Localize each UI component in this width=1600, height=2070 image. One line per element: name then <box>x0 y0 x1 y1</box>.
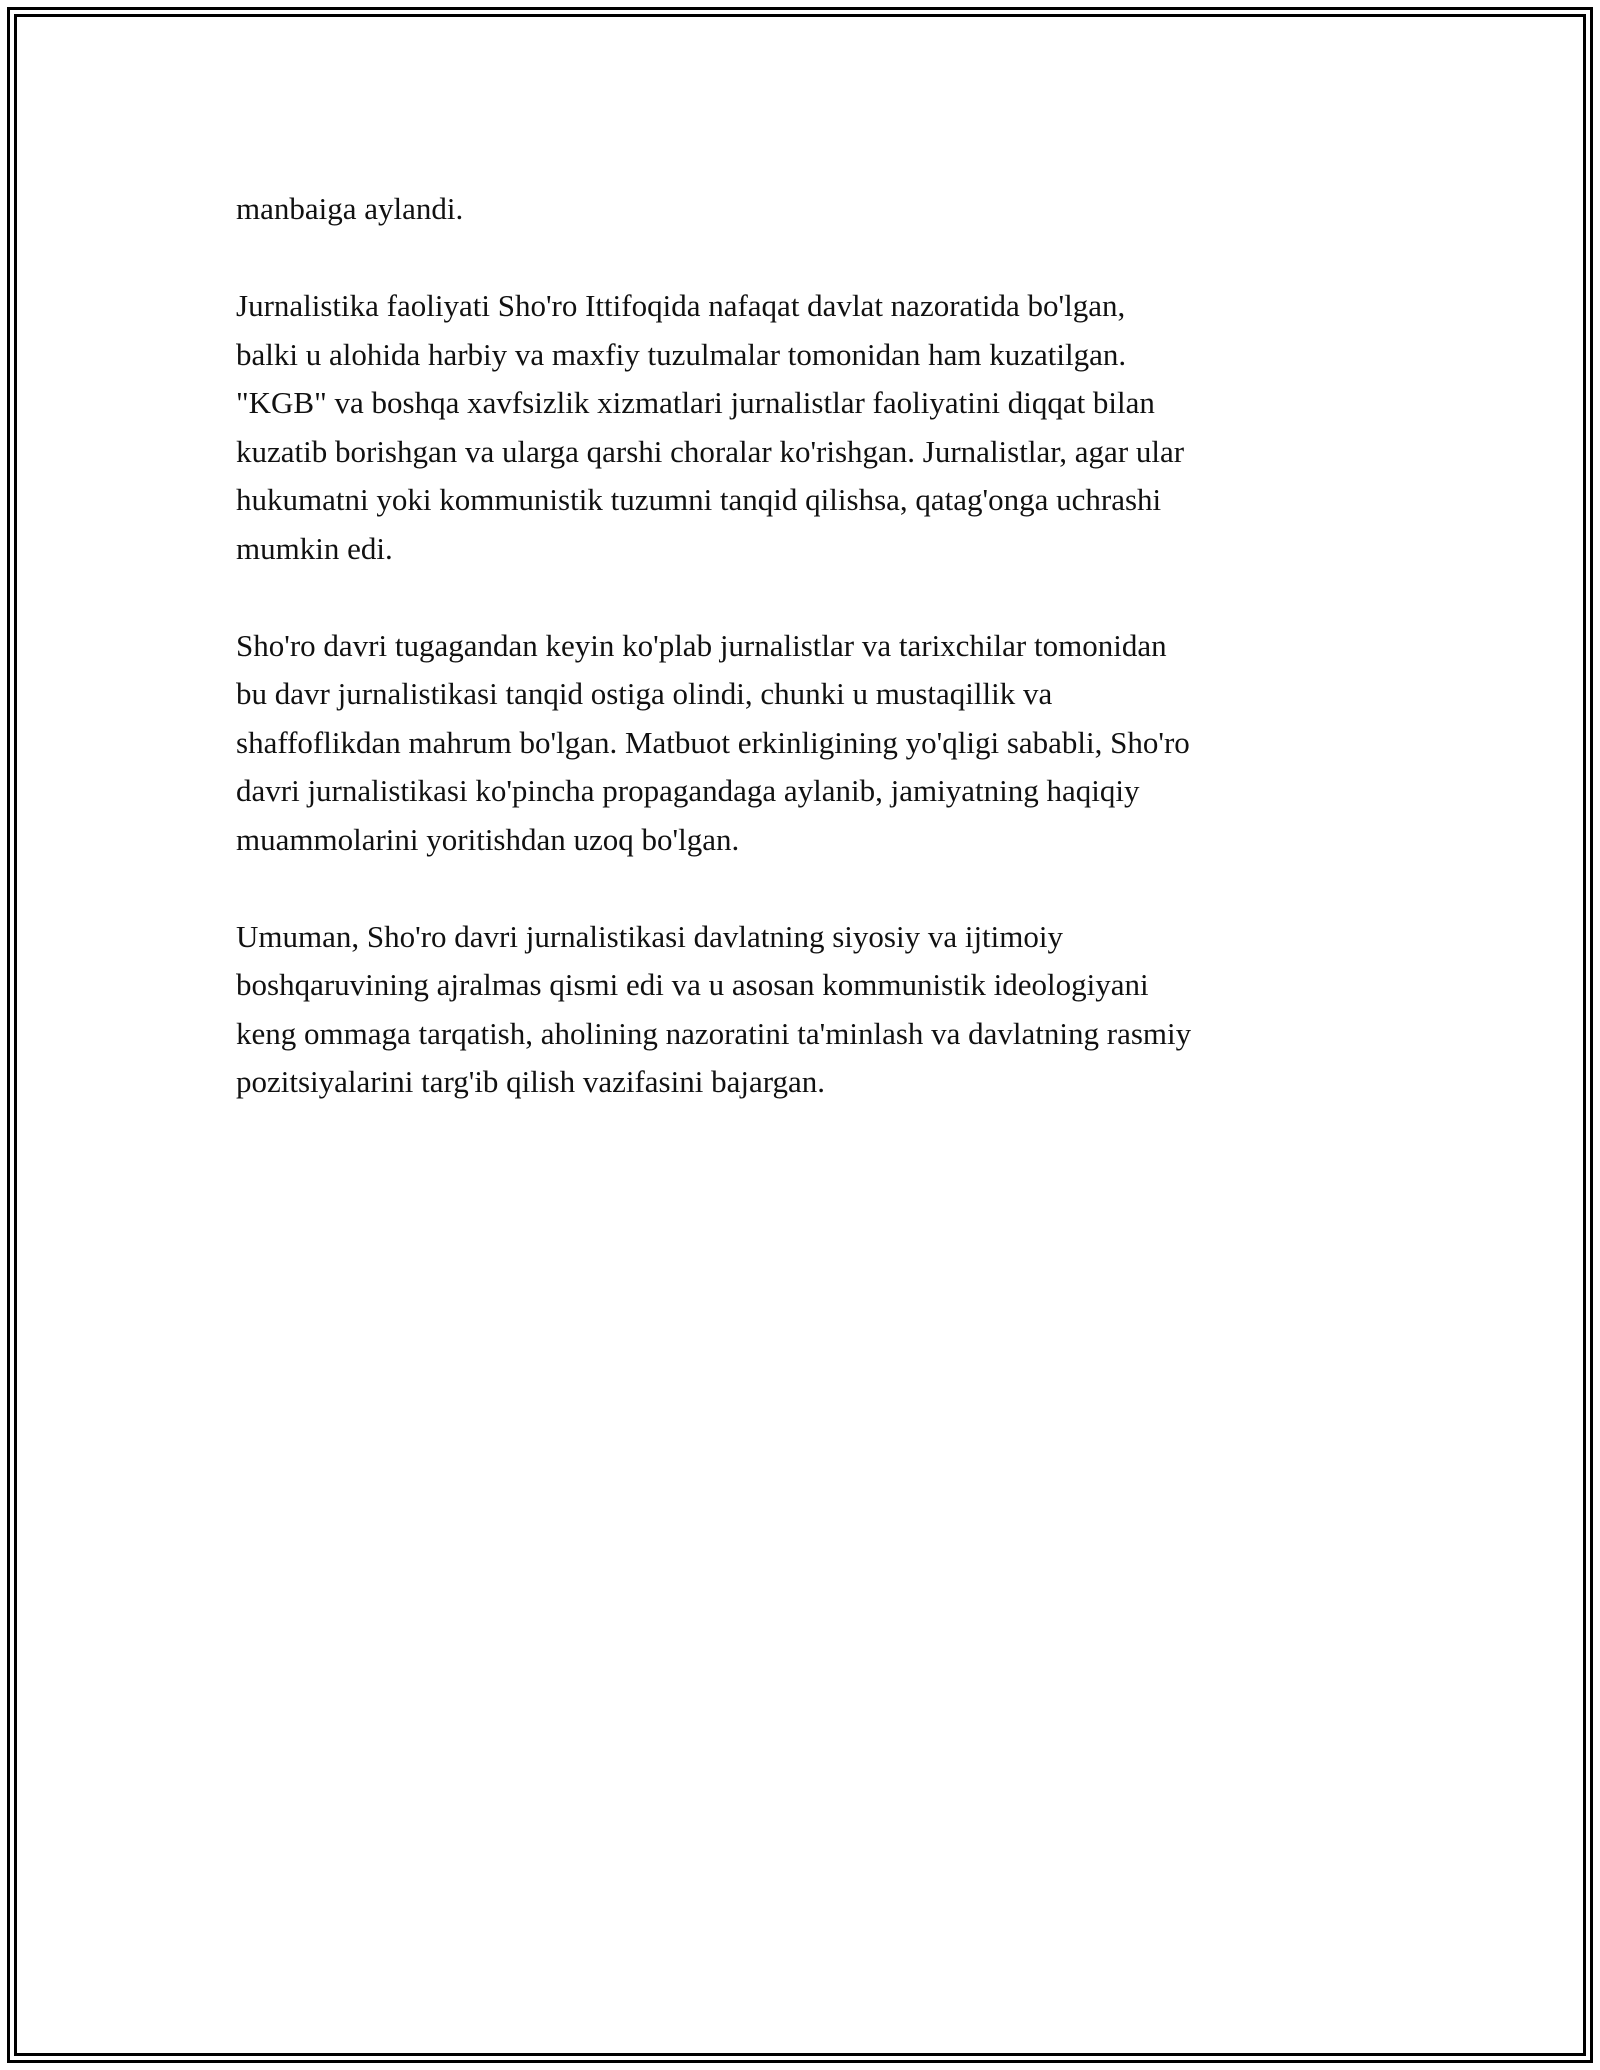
text-line: Sho'ro davri tugagandan keyin ko'plab jurnalistlar va tarixchilar tomonidan <box>236 627 1167 663</box>
text-line: Jurnalistika faoliyati Sho'ro Ittifoqida nafaqat davlat nazoratida bo'lgan, <box>236 288 1126 323</box>
paragraph-2 <box>236 282 1386 573</box>
text-line: manbaiga aylandi. <box>236 191 464 226</box>
paragraph-1 <box>236 185 1386 234</box>
text-line: shaffoflikdan mahrum bo'lgan. Matbuot erkinligining yo'qligi sababli, Sho'ro <box>236 724 1190 760</box>
text-line: davri jurnalistikasi ko'pincha propagandaga aylanib, jamiyatning haqiqiy <box>236 773 1140 808</box>
text-line: kuzatib borishgan va ularga qarshi choralar ko'rishgan. Jurnalistlar, agar ular <box>236 433 1185 469</box>
text-line: pozitsiyalarini targ'ib qilish vazifasini bajargan. <box>236 1064 825 1099</box>
text-line: hukumatni yoki kommunistik tuzumni tanqid qilishsa, qatag'onga uchrashi <box>236 482 1162 517</box>
text-line: Umuman, Sho'ro davri jurnalistikasi davlatning siyosiy va ijtimoiy <box>236 918 1064 954</box>
text-line: mumkin edi. <box>236 530 393 566</box>
text-line: boshqaruvining ajralmas qismi edi va u asosan kommunistik ideologiyani <box>236 967 1149 1002</box>
paragraph-3 <box>236 622 1386 865</box>
text-line: "KGB" va boshqa xavfsizlik xizmatlari jurnalistlar faoliyatini diqqat bilan <box>236 385 1155 420</box>
document-body <box>236 185 1386 1155</box>
text-line: balki u alohida harbiy va maxfiy tuzulmalar tomonidan ham kuzatilgan. <box>236 336 1127 372</box>
paragraph-4 <box>236 913 1386 1107</box>
text-line: bu davr jurnalistikasi tanqid ostiga olindi, chunki u mustaqillik va <box>236 676 1053 711</box>
text-line: muammolarini yoritishdan uzoq bo'lgan. <box>236 821 740 857</box>
text-line: keng ommaga tarqatish, aholining nazoratini ta'minlash va davlatning rasmiy <box>236 1015 1192 1051</box>
